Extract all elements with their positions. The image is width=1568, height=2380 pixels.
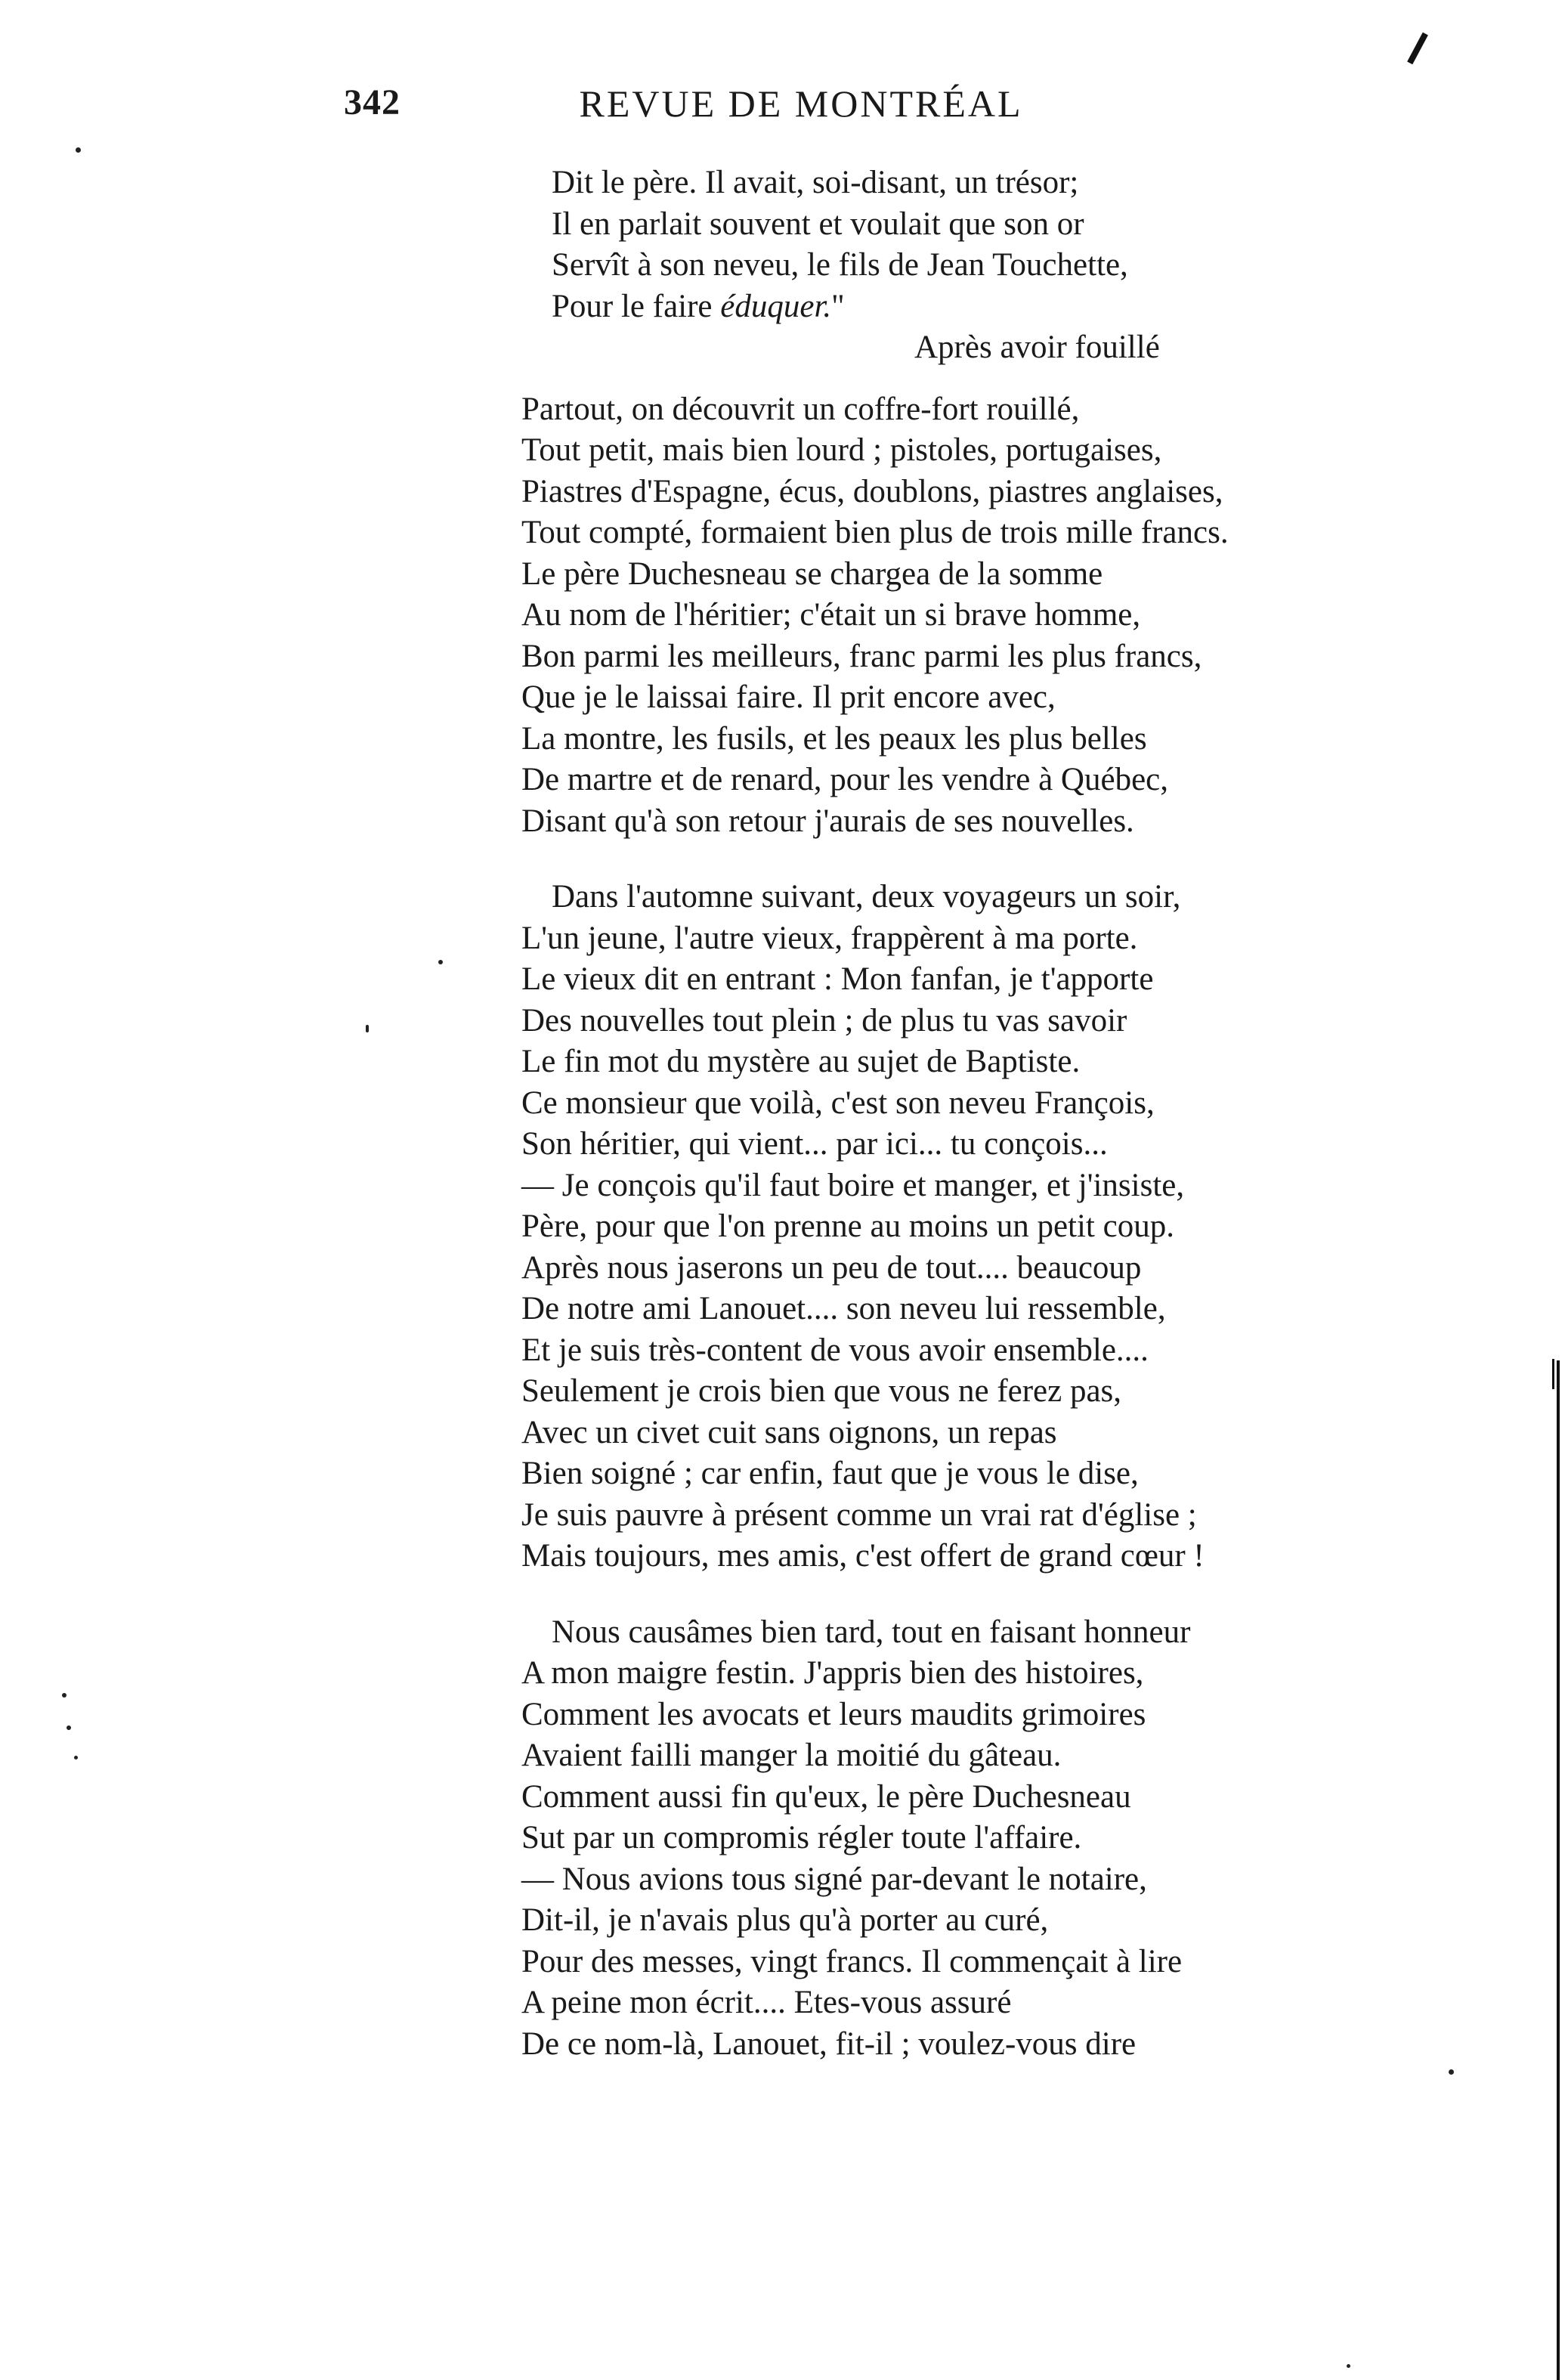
verse-line: Son héritier, qui vient... par ici... tu conçois...: [521, 1126, 1108, 1162]
verse-line: — Je conçois qu'il faut boire et manger, et j'insiste,: [521, 1167, 1185, 1203]
scan-edge-mark: [1552, 1359, 1554, 1389]
verse-line: Tout compté, formaient bien plus de trois mille francs.: [521, 515, 1229, 550]
verse-line: Il en parlait souvent et voulait que son or: [552, 206, 1084, 242]
verse-line: Le père Duchesneau se chargea de la somme: [521, 556, 1103, 592]
verse-line: Ce monsieur que voilà, c'est son neveu François,: [521, 1085, 1155, 1121]
speck: [66, 1725, 71, 1730]
speck: [74, 1756, 78, 1759]
closing-quote: ": [831, 288, 845, 324]
verse-line: Bien soigné ; car enfin, faut que je vous le dise,: [521, 1456, 1139, 1491]
verse-line: Servît à son neveu, le fils de Jean Touchette,: [552, 247, 1128, 283]
verse-line: Je suis pauvre à présent comme un vrai rat d'église ;: [521, 1496, 1197, 1533]
verse-line: [521, 286, 1398, 328]
verse-line: Disant qu'à son retour j'aurais de ses nouvelles.: [521, 803, 1134, 839]
verse-line: La montre, les fusils, et les peaux les plus belles: [521, 720, 1147, 757]
page-number: 342: [344, 82, 401, 122]
verse-line: Avaient failli manger la moitié du gâteau.: [521, 1738, 1062, 1773]
speck: [366, 1025, 369, 1032]
verse-line: Au nom de l'héritier; c'était un si brave homme,: [521, 597, 1141, 633]
verse-line: — Nous avions tous signé par-devant le notaire,: [521, 1861, 1147, 1897]
verse-line: A mon maigre festin. J'appris bien des histoires,: [521, 1655, 1144, 1691]
verse-line: Le vieux dit en entrant : Mon fanfan, je t'apporte: [521, 961, 1154, 997]
verse-line: Pour des messes, vingt francs. Il commençait à lire: [521, 1943, 1183, 1979]
stanza-break: [521, 1577, 1398, 1612]
verse-line: Avec un civet cuit sans oignons, un repas: [521, 1414, 1057, 1450]
verse-line: De martre et de renard, pour les vendre à Québec,: [521, 762, 1168, 797]
verse-line: De notre ami Lanouet.... son neveu lui ressemble,: [521, 1291, 1166, 1326]
verse-line: L'un jeune, l'autre vieux, frappèrent à ma porte.: [521, 920, 1138, 956]
verse-line-continued: Après avoir fouillé: [914, 330, 1160, 365]
verse-line: Des nouvelles tout plein ; de plus tu vas savoir: [521, 1002, 1127, 1038]
verse-line: Comment les avocats et leurs maudits grimoires: [521, 1696, 1146, 1732]
verse-fragment: Pour le faire: [552, 288, 721, 324]
verse-line: Que je le laissai faire. Il prit encore avec,: [521, 679, 1056, 715]
verse-line: Après nous jaserons un peu de tout.... beaucoup: [521, 1249, 1142, 1286]
verse-line: Comment aussi fin qu'eux, le père Duchesneau: [521, 1778, 1131, 1815]
stanza-break: [521, 842, 1398, 877]
verse-line: Dit-il, je n'avais plus qu'à porter au curé,: [521, 1902, 1049, 1938]
verse-line: Nous causâmes bien tard, tout en faisant honneur: [552, 1614, 1191, 1650]
verse-line: Et je suis très-content de vous avoir ensemble....: [521, 1332, 1149, 1368]
running-title: REVUE DE MONTRÉAL: [579, 82, 1023, 125]
speck: [1449, 2069, 1454, 2075]
verse-line: Tout petit, mais bien lourd ; pistoles, portugaises,: [521, 432, 1162, 468]
scan-edge-line: [1557, 1360, 1560, 2380]
verse-line: A peine mon écrit.... Etes-vous assuré: [521, 1985, 1012, 2020]
verse-line: De ce nom-là, Lanouet, fit-il ; voulez-vous dire: [521, 2026, 1137, 2062]
verse-line: Sut par un compromis régler toute l'affaire.: [521, 1820, 1082, 1855]
speck: [62, 1693, 66, 1698]
speck: [438, 960, 443, 964]
verse-line: Dans l'automne suivant, deux voyageurs un soir,: [552, 879, 1181, 915]
speck: [1347, 2364, 1350, 2368]
page-header: [344, 82, 1190, 135]
verse-line: Piastres d'Espagne, écus, doublons, piastres anglaises,: [521, 473, 1223, 509]
verse-line: Seulement je crois bien que vous ne ferez pas,: [521, 1373, 1122, 1409]
verse-line: Partout, on découvrit un coffre-fort rouillé,: [521, 391, 1080, 427]
speck: [76, 147, 81, 153]
italic-word: éduquer.: [720, 288, 832, 324]
verse-line: Le fin mot du mystère au sujet de Baptiste.: [521, 1044, 1081, 1079]
verse-line: Père, pour que l'on prenne au moins un petit coup.: [521, 1209, 1174, 1244]
poem-text: [521, 162, 1398, 2065]
ink-mark-top-right: [1407, 32, 1428, 65]
verse-line: Mais toujours, mes amis, c'est offert de grand cœur !: [521, 1538, 1205, 1574]
verse-line: Dit le père. Il avait, soi-disant, un trésor;: [552, 165, 1079, 200]
verse-line: Bon parmi les meilleurs, franc parmi les plus francs,: [521, 638, 1202, 674]
